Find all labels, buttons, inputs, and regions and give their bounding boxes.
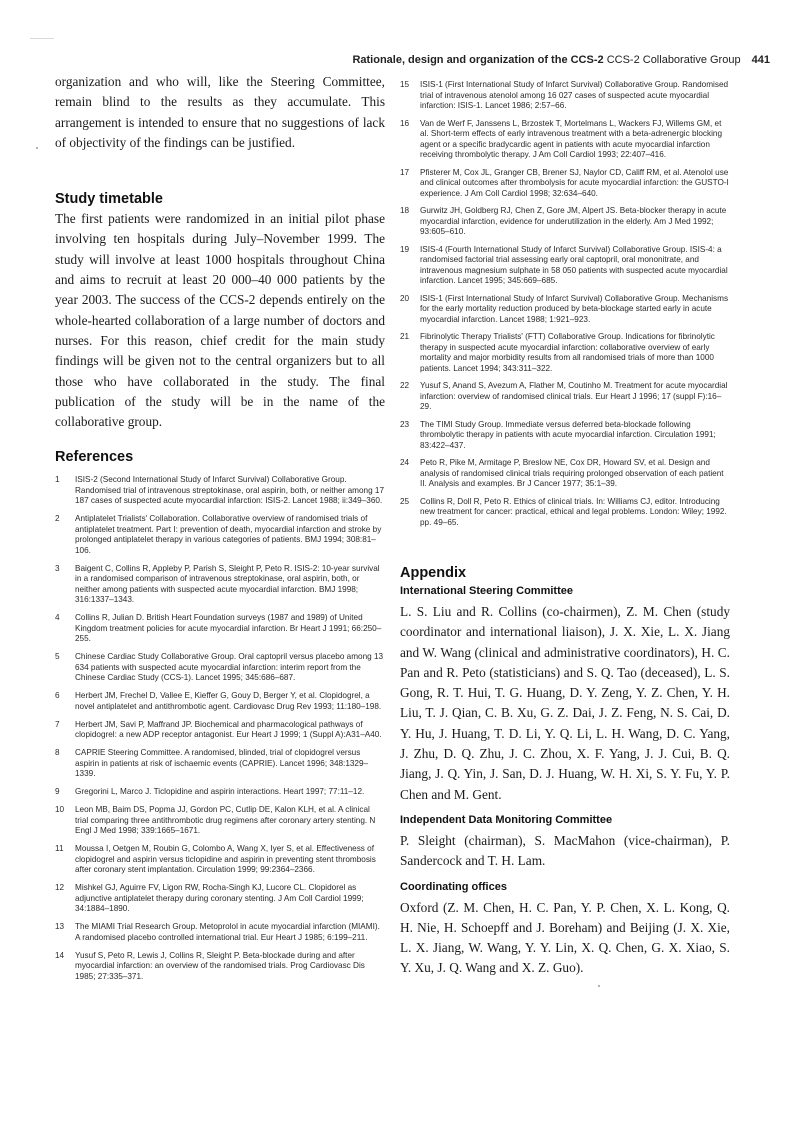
coordinating-offices-body: Oxford (Z. M. Chen, H. C. Pan, Y. P. Chen, X. L. Kong, Q. H. Nie, H. Schoepff and J. Boreham) and Beijing (J. X. Xie, L. X. Jiang, W. Wang, Y. Y. Lin, X. Q. Chen, G. X. Xiao, S. Y. Xu, J. Q. Wang and X. Z. Guo). bbox=[400, 899, 730, 976]
reference-item: 1 ISIS-2 (Second International Study of Infarct Survival) Collaborative Group. Randomised trial of intravenous streptokinase, oral aspirin, both, or neither among 17 187 cases of suspected acute myocardial infarction: ISIS-2. Lancet 1988; ii:349–360. bbox=[55, 475, 385, 506]
reference-item: 5 Chinese Cardiac Study Collaborative Group. Oral captopril versus placebo among 13 634 patients with suspected acute myocardial infarction: interim report from the Chinese Cardiac Study (CCS-1). Lancet 1995; 345:686–687. bbox=[55, 652, 384, 683]
reference-item: 14 Yusuf S, Peto R, Lewis J, Collins R, Sleight P. Beta-blockade during and after myocardial infarction: an overview of the randomised trials. Prog Cardiovasc Dis 1985; 27:335–371. bbox=[55, 950, 365, 981]
reference-item: 18 Gurwitz JH, Goldberg RJ, Chen Z, Gore JM, Alpert JS. Beta-blocker therapy in acute myocardial infarction, evidence for underutilization in the elderly. Am J Med 1992; 93:605–610. bbox=[400, 206, 727, 236]
study-timetable-body: The first patients were randomized in an initial pilot phase involving ten hospitals during July–November 1999. The study will involve at least 1000 hospitals throughout China and aims to recruit at least 20 000–40 000 patients by the year 2003. The success of the CCS-2 depends entirely on the whole-hearted collaboration of a large number of doctors and nurses. For this reason, chief credit for the main study findings will be given not to the central organizers but to all those who have collaborated in the study. The final publication of the study will be in the name of the collaborative group. bbox=[55, 211, 385, 430]
coordinating-offices-heading: Coordinating offices bbox=[400, 880, 507, 893]
running-head-title: Rationale, design and organization of the CCS-2 bbox=[352, 54, 604, 66]
reference-item: 15 ISIS-1 (First International Study of Infarct Survival) Collaborative Group. Randomised trial of intravenous atenolol among 16 027 cases of suspected acute myocardial infarction: ISIS-1. Lancet 1986; 2:57–66. bbox=[400, 80, 729, 110]
steering-committee-body: L. S. Liu and R. Collins (co-chairmen), Z. M. Chen (study coordinator and international liaison), J. X. Xie, L. X. Jiang and W. Wang (clinical and administrative coordinators), H. C. Pan and R. Peto (statisticians) and S. Q. Tao (deceased), L. S. Gong, R. T. Hui, T. G. Huang, D. Y. Zeng, Y. Z. Chen, Y. H. Liu, T. J. Qian, C. B. Xu, G. Z. Dai, J. Z. Feng, N. S. Cai, D. Y. Hu, J. Huang, T. D. Li, Y. Q. Li, L. H. Wang, D. C. Yang, J. Zhu, D. Q. Zhu, J. C. Zhou, X. F. Yang, J. J. Cui, B. Q. Jiang, J. Q. Yin, J. San, D. J. Huang, W. H. Xi, S. Y. Fu, Y. P. Chen and M. Gent. bbox=[400, 604, 730, 802]
reference-item: 24 Peto R, Pike M, Armitage P, Breslow NE, Cox DR, Howard SV, et al. Design and analysis of randomised clinical trials requiring prolonged observation of each patient II. Analysis and examples. Br J Cancer 1977; 35:1–39. bbox=[400, 458, 724, 488]
reference-item: 19 ISIS-4 (Fourth International Study of Infarct Survival) Collaborative Group. ISIS-4: a randomised factorial trial assessing early oral captopril, oral mononitrate, and intravenous magnesium sulphate in 58 050 patients with suspected acute myocardial infarction. Lancet 1995; 345:669–685. bbox=[400, 244, 728, 285]
reference-item: 23 The TIMI Study Group. Immediate versus deferred beta-blockade following thrombolytic therapy in patients with acute myocardial infarction. Circulation 1991; 83:422–437. bbox=[400, 419, 716, 450]
steering-committee-heading: International Steering Committee bbox=[400, 585, 573, 597]
reference-item: 6 Herbert JM, Frechel D, Vallee E, Kieffer G, Gouy D, Berger Y, et al. Clopidogrel, a novel antiplatelet and antithrombotic agent. Cardiovasc Drug Rev 1993; 11:180–198. bbox=[55, 691, 382, 711]
scan-dot bbox=[36, 147, 38, 149]
reference-item: 25 Collins R, Doll R, Peto R. Ethics of clinical trials. In: Williams CJ, editor. Introducing new treatment for cancer: practical, ethical and legal problems. London: Wiley; 1992. pp. 49–65. bbox=[400, 496, 727, 527]
reference-item: 22 Yusuf S, Anand S, Avezum A, Flather M, Coutinho M. Treatment for acute myocardial infarction: overview of randomised clinical trials. Eur Heart J 1996; 17 (suppl F):16–29. bbox=[400, 381, 728, 411]
reference-item: 4 Collins R, Julian D. British Heart Foundation surveys (1987 and 1989) of United Kingdom treatment policies for acute myocardial infarction. Br Heart J 1991; 66:250–255. bbox=[55, 613, 382, 644]
references-heading: References bbox=[55, 449, 134, 466]
reference-item: 20 ISIS-1 (First International Study of Infarct Survival) Collaborative Group. Mechanisms for the early mortality reduction produced by beta-blockage started early in acute myocardial infarction. Lancet 1988; 1:921–923. bbox=[400, 293, 729, 324]
reference-item: 7 Herbert JM, Savi P, Maffrand JP. Biochemical and pharmacological pathways of clopidogrel: a new ADP receptor antagonist. Eur Heart J 1999; 1 (Suppl A):A31–A40. bbox=[55, 719, 382, 740]
intro-paragraph: organization and who will, like the Steering Committee, remain blind to the results as they accumulate. This arrangement is intended to ensure that no suggestions of lack of objectivity of the findings can be justified. bbox=[55, 74, 385, 150]
scan-dot bbox=[598, 985, 600, 987]
reference-item: 10 Leon MB, Baim DS, Popma JJ, Gordon PC, Cutlip DE, Kalon KLH, et al. A clinical trial comparing three antithrombotic drug regimens after coronary artery stenting. N Engl J Med 1998; 339:1665–1671. bbox=[55, 805, 376, 836]
reference-item: 2 Antiplatelet Trialists' Collaboration. Collaborative overview of randomised trials of antiplatelet treatment. Part I: prevention of death, myocardial infarction and stroke by prolonged antiplatelet therapy in various categories of patients. BMJ 1994; 308:81–106. bbox=[55, 514, 382, 555]
running-head-group: CCS-2 Collaborative Group bbox=[606, 54, 741, 66]
study-timetable-heading: Study timetable bbox=[55, 191, 163, 208]
references-list-left bbox=[55, 475, 385, 982]
reference-item: 3 Baigent C, Collins R, Appleby P, Parish S, Sleight P, Peto R. ISIS-2: 10-year survival in a randomised comparison of intravenous streptokinase, oral aspirin, both, or neither among patients with suspected acute myocardial infarction. BMJ 1998; 316:1337–1343. bbox=[55, 563, 380, 605]
reference-item: 13 The MIAMI Trial Research Group. Metoprolol in acute myocardial infarction (MIAMI). A randomised placebo controlled international trial. Eur Heart J 1985; 6:199–211. bbox=[55, 922, 380, 942]
monitoring-committee-heading: Independent Data Monitoring Committee bbox=[400, 813, 613, 826]
references-list-right bbox=[400, 80, 730, 528]
monitoring-committee-body: P. Sleight (chairman), S. MacMahon (vice-chairman), P. Sandercock and T. H. Lam. bbox=[400, 832, 730, 869]
appendix-heading: Appendix bbox=[400, 565, 467, 581]
page-number: 441 bbox=[751, 54, 770, 66]
reference-item: 12 Mishkel GJ, Aguirre FV, Ligon RW, Rocha-Singh KJ, Lucore CL. Clopidorel as adjunctive antiplatelet therapy during coronary stenting. J Am Coll Cardiol 1999; 34:1884–1890. bbox=[55, 883, 364, 914]
running-head bbox=[352, 54, 770, 66]
right-column bbox=[400, 80, 730, 979]
reference-item: 17 Pfisterer M, Cox JL, Granger CB, Brener SJ, Naylor CD, Califf RM, et al. Atenolol use and clinical outcomes after thrombolysis for acute myocardial infarction: the GUSTO-I experience. J Am Coll Cardiol 1998; 32:634–640. bbox=[400, 167, 729, 198]
reference-item: 16 Van de Werf F, Janssens L, Brzostek T, Mortelmans L, Wackers FJ, Willems GM, et al. Short-term effects of early intravenous treatment with a beta-adrenergic blocking agent or a specific bradycardic agent in patients with acute myocardial infarction receiving thrombolytic therapy. J Am Coll Cardiol 1993; 22:407–416. bbox=[400, 118, 723, 159]
left-column bbox=[55, 72, 385, 990]
reference-item: 9 Gregorini L, Marco J. Ticlopidine and aspirin interactions. Heart 1997; 77:11–12. bbox=[55, 787, 365, 797]
reference-item: 21 Fibrinolytic Therapy Trialists' (FTT) Collaborative Group. Indications for fibrinolytic therapy in suspected acute myocardial infarction: collaborative overview of early mortality and major morbidity results from all randomised trials of more than 1000 patients. Lancet 1994; 343:311–322. bbox=[400, 332, 715, 373]
reference-item: 8 CAPRIE Steering Committee. A randomised, blinded, trial of clopidogrel versus aspirin in patients at risk of ischaemic events (CAPRIE). Lancet 1996; 348:1329–1339. bbox=[55, 748, 369, 779]
reference-item: 11 Moussa I, Oetgen M, Roubin G, Colombo A, Wang X, Iyer S, et al. Effectiveness of clopidogrel and aspirin versus ticlopidine and aspirin in preventing stent thrombosis after coronary stent implantation. Circulation 1999; 99:2364–2366. bbox=[55, 844, 376, 875]
scan-mark bbox=[30, 38, 54, 39]
